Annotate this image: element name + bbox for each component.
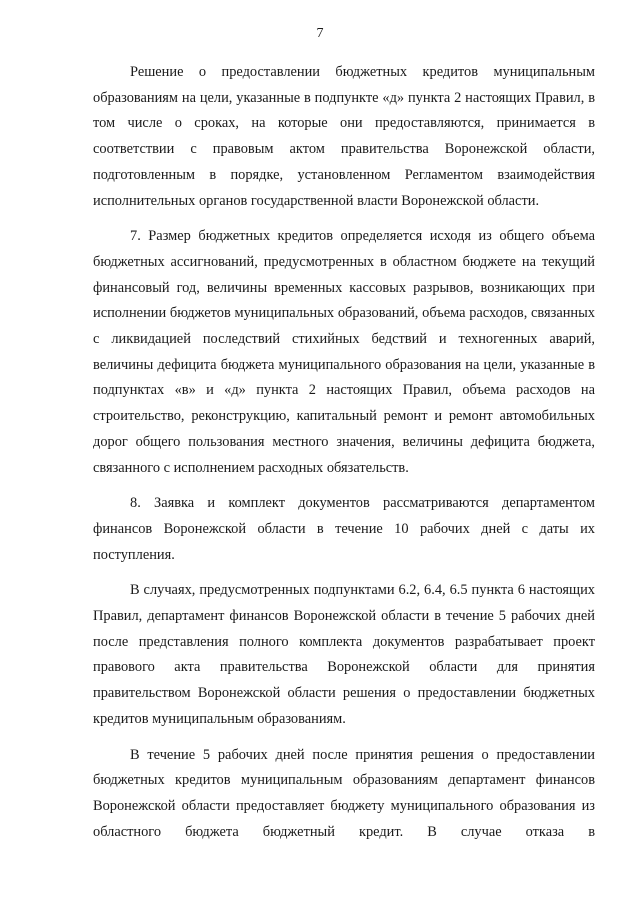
document-body [93, 60, 595, 855]
paragraph-8-application-review: 8. Заявка и комплект документов рассматриваются департаментом финансов Воронежской области в течение 10 рабочих дней с даты их поступления. [93, 495, 595, 563]
paragraph-7-credit-size: 7. Размер бюджетных кредитов определяется исходя из общего объема бюджетных ассигнований, предусмотренных в областном бюджете на текущий финансовый год, величины временных кассовых разрывов, возникающих при исполнении бюджетов муниципальных образований, объема расходов, связанных с ликвидацией последствий стихийных бедствий и техногенных аварий, величины дефицита бюджета муниципального образования на цели, указанные в подпунктах «в» и «д» пункта 2 настоящих Правил, объема расходов на строительство, реконструкцию, капитальный ремонт и ремонт автомобильных дорог общего пользования местного значения, величины дефицита бюджета, связанного с исполнением расходных обязательств. [93, 228, 595, 476]
paragraph-decision-credits: Решение о предоставлении бюджетных кредитов муниципальным образованиям на цели, указанные в подпункте «д» пункта 2 настоящих Правил, в том числе о сроках, на которые они предоставляются, принимается в соответствии с правовым актом правительства Воронежской области, подготовленным в порядке, установленном Регламентом взаимодействия исполнительных органов государственной власти Воронежской области. [93, 64, 595, 209]
paragraph-cases-subpoints: В случаях, предусмотренных подпунктами 6.2, 6.4, 6.5 пункта 6 настоящих Правил, департамент финансов Воронежской области в течение 5 рабочих дней после представления полного комплекта документов разрабатывает проект правового акта правительства Воронежской области для принятия правительством Воронежской области решения о предоставлении бюджетных кредитов муниципальным образованиям. [93, 582, 595, 727]
page-number: 7 [316, 26, 324, 41]
paragraph-within-5-days: В течение 5 рабочих дней после принятия решения о предоставлении бюджетных кредитов муниципальным образованиям департамент финансов Воронежской области предоставляет бюджету муниципального образования из областного бюджета бюджетный кредит. В случае отказа в [93, 746, 595, 840]
